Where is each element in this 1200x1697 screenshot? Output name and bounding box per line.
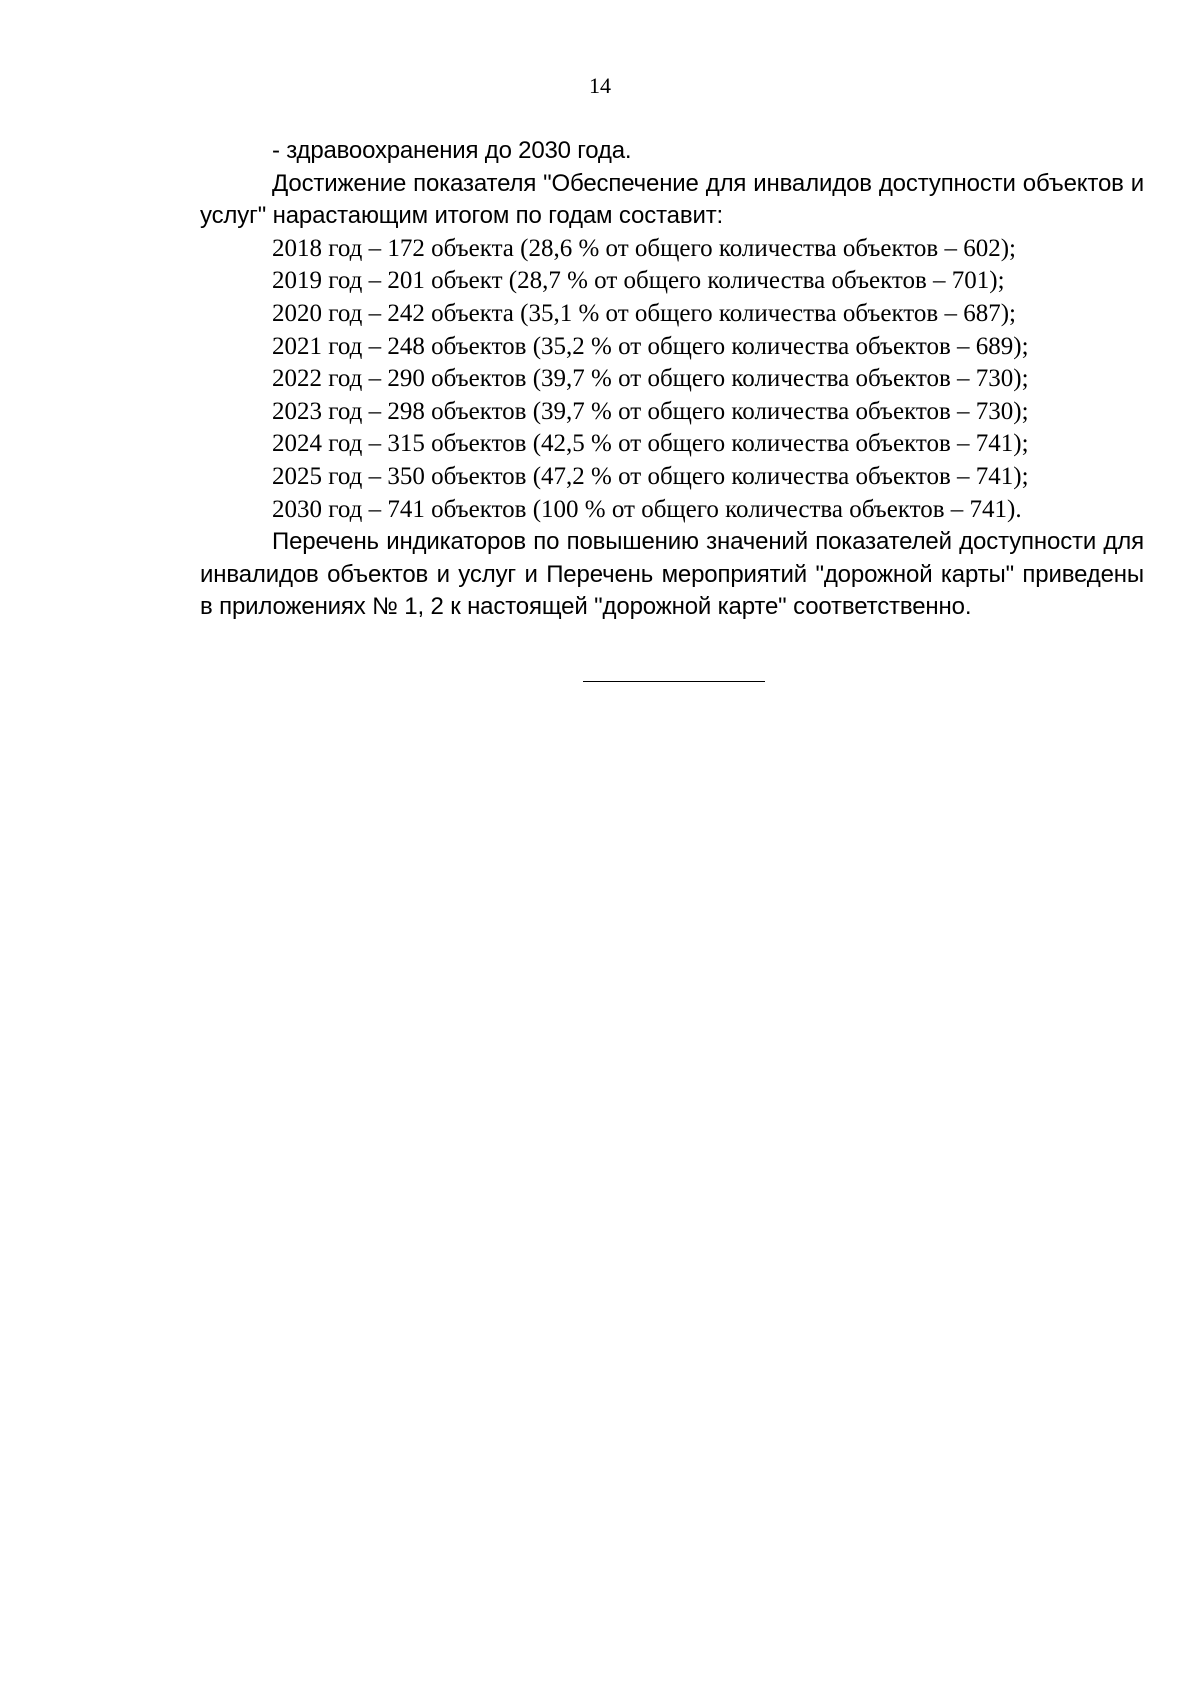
end-divider <box>583 681 765 682</box>
year-item-2021: 2021 год – 248 объектов (35,2 % от общего количества объектов – 689); <box>272 332 1029 360</box>
year-item-2020: 2020 год – 242 объекта (35,1 % от общего количества объектов – 687); <box>272 299 1016 327</box>
paragraph-indicator-intro: Достижение показателя "Обеспечение для инвалидов доступности объектов и услуг" нарастающим итогом по годам составит: <box>200 169 1144 230</box>
year-item-2025: 2025 год – 350 объектов (47,2 % от общего количества объектов – 741); <box>272 462 1029 490</box>
year-item-2030: 2030 год – 741 объектов (100 % от общего количества объектов – 741). <box>272 495 1022 523</box>
year-item-2022: 2022 год – 290 объектов (39,7 % от общего количества объектов – 730); <box>272 365 1029 393</box>
year-item-2018: 2018 год – 172 объекта (28,6 % от общего количества объектов – 602); <box>272 234 1016 262</box>
paragraph-healthcare: - здравоохранения до 2030 года. <box>272 137 632 164</box>
year-list <box>200 233 1144 526</box>
page-number: 14 <box>589 73 611 98</box>
year-item-2023: 2023 год – 298 объектов (39,7 % от общего количества объектов – 730); <box>272 397 1029 425</box>
document-body <box>200 135 1144 624</box>
year-item-2019: 2019 год – 201 объект (28,7 % от общего количества объектов – 701); <box>272 267 1005 295</box>
paragraph-indicator-list: Перечень индикаторов по повышению значений показателей доступности для инвалидов объектов и услуг и Перечень мероприятий "дорожной карты" приведены в приложениях № 1, 2 к настоящей "дорожной карте" соответственно. <box>200 528 1144 621</box>
year-item-2024: 2024 год – 315 объектов (42,5 % от общего количества объектов – 741); <box>272 430 1029 458</box>
